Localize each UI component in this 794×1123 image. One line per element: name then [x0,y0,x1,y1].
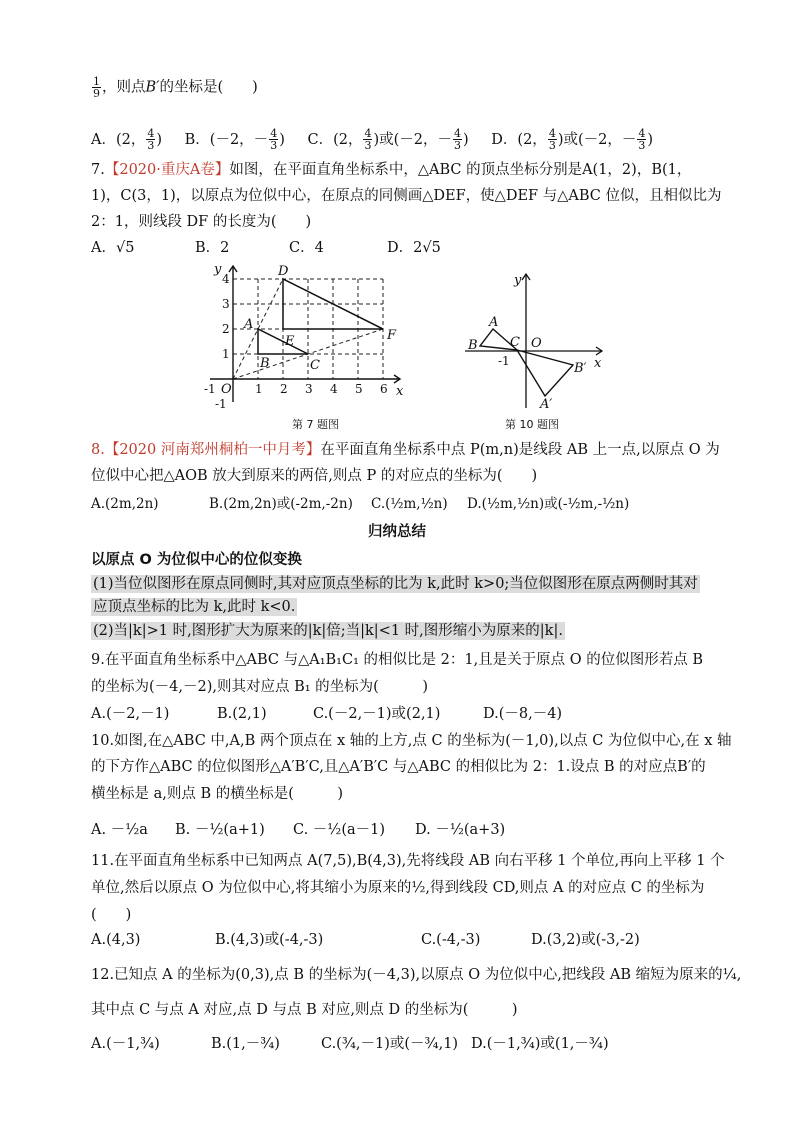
fig10-point-a: A [489,315,499,330]
fig7-point-e: E [285,334,295,349]
q10-option-a[interactable]: A. －½a [91,822,148,838]
fig7-tick-x-2: 2 [280,382,288,396]
q10-option-b[interactable]: B. －½(a+1) [175,822,265,838]
q11-option-b[interactable]: B.(4,3)或(-4,-3) [215,932,324,948]
q9-option-b[interactable]: B.(2,1) [217,706,267,722]
fig7-point-b: B [260,356,270,371]
fig7-tick-y-3: 3 [222,297,230,311]
q7-line1: 7.【2020·重庆A卷】如图，在平面直角坐标系中，△ABC 的顶点坐标分别是A(1，2)，B(1， [91,162,692,178]
q7-option-c[interactable]: C．4 [289,240,324,256]
q6-option-b[interactable]: B．(－2，－ $\frac{4}{3}$ ) [184,127,285,152]
fig7-caption: 第 7 题图 [292,418,339,431]
q8-option-a[interactable]: A.(2m,2n) [91,496,159,512]
q7-options [91,238,441,258]
q8-line1: 8.【2020 河南郑州桐柏一中月考】在平面直角坐标系中点 P(m,n)是线段 AB 上一点,以原点 O 为 [91,442,720,458]
q12-options [91,1034,609,1054]
q9-line1: 9.在平面直角坐标系中△ABC 与△A₁B₁C₁ 的相似比是 2：1,且是关于原点 O 的位似图形若点 B [91,652,704,668]
q8-option-d[interactable]: D.(½m,½n)或(-½m,-½n) [467,496,630,512]
q9-option-c[interactable]: C.(－2,－1)或(2,1) [313,706,441,722]
q8-options [91,494,629,514]
q7-source-tag: 【2020·重庆A卷】 [104,162,230,178]
q11-option-d[interactable]: D.(3,2)或(-3,-2) [531,932,640,948]
q11-options [91,930,640,950]
fig7-tick-y-neg1: -1 [215,397,227,411]
q9-option-d[interactable]: D.(－8,－4) [483,706,563,722]
q11-line2: 单位,然后以原点 O 为位似中心,将其缩小为原来的½,得到线段 CD,则点 A 的对应点 C 的坐标为 [91,880,705,896]
q11-line3: ( ) [91,907,132,923]
q7-option-b[interactable]: B．2 [195,240,230,256]
fig10-x-label: x [594,356,602,371]
fig7-tick-x-3: 3 [305,382,313,396]
summary-point-1a: (1)当位似图形在原点同侧时,其对应顶点坐标的比为 k,此时 k>0;当位似图形在原点两侧时其对 [93,576,698,592]
q6-continuation: $\frac{1}{9}$ ，则点B′的坐标是( ) [93,75,258,100]
fig7-point-c: C [310,358,320,373]
figure-7-coordinate-grid [200,262,410,412]
fig10-point-a-prime: A′ [540,397,553,412]
fig7-tick-x-6: 6 [380,382,388,396]
q6-option-c[interactable]: C．(2， $\frac{4}{3}$ )或(－2，－ $\frac{4}{3}$ ) [307,127,469,152]
q8-option-c[interactable]: C.(½m,½n) [371,496,448,512]
fig7-tick-x-neg1: -1 [204,382,216,396]
q9-line2: 的坐标为(－4,－2),则其对应点 B₁ 的坐标为( ) [91,679,428,695]
q12-option-c[interactable]: C.(¾,－1)或(－¾,1) [321,1036,459,1052]
fig7-tick-y-2: 2 [222,322,230,336]
q8-line2: 位似中心把△AOB 放大到原来的两倍,则点 P 的对应点的坐标为( ) [91,468,538,484]
q10-options [91,820,505,840]
summary-point-2: (2)当|k|>1 时,图形扩大为原来的|k|倍;当|k|<1 时,图形缩小为原来的|k|. [93,623,563,639]
summary-point-1b: 应顶点坐标的比为 k,此时 k<0. [93,599,296,615]
summary-title: 以原点 O 为位似中心的位似变换 [91,552,302,568]
q12-option-d[interactable]: D.(－1,¾)或(1,－¾) [471,1036,609,1052]
figure-10-diagram [460,268,610,413]
q12-line2: 其中点 C 与点 A 对应,点 D 与点 B 对应,则点 D 的坐标为( ) [91,1002,518,1018]
q7-option-a[interactable]: A．√5 [91,240,135,256]
q7-line3: 2：1，则线段 DF 的长度为( ) [91,214,312,230]
fig10-y-label: y [514,273,522,288]
fig10-point-c: C [510,335,520,350]
q9-option-a[interactable]: A.(－2,－1) [91,706,170,722]
fig10-tick-neg1: -1 [498,354,510,368]
q11-line1: 11.在平面直角坐标系中已知两点 A(7,5),B(4,3),先将线段 AB 向右平移 1 个单位,再向上平移 1 个 [91,853,725,869]
q11-option-c[interactable]: C.(-4,-3) [421,932,481,948]
q6-option-a[interactable]: A．(2， $\frac{4}{3}$ ) [91,127,163,152]
q9-options [91,704,562,724]
fig10-point-b: B [468,338,478,353]
q8-source-tag: 8.【2020 河南郑州桐柏一中月考】 [91,442,321,458]
q10-line3: 横坐标是 a,则点 B 的横坐标是( ) [91,786,344,802]
fig7-x-label: x [396,384,404,399]
fig7-point-a: A [244,317,254,332]
q7-line2: 1)，C(3，1)，以原点为位似中心，在原点的同侧画△DEF，使△DEF 与△ABC 位似，且相似比为 [91,188,722,204]
fig10-origin: O [531,336,542,351]
fig7-tick-x-1: 1 [255,382,263,396]
q12-line1: 12.已知点 A 的坐标为(0,3),点 B 的坐标为(－4,3),以原点 O 为位似中心,把线段 AB 缩短为原来的¼, [91,967,742,983]
q6-options [91,128,653,151]
fig7-point-f: F [387,328,397,343]
q12-option-b[interactable]: B.(1,－¾) [211,1036,280,1052]
fig7-point-d: D [278,264,289,279]
fig7-y-label: y [214,262,222,277]
fig7-tick-y-1: 1 [222,347,230,361]
fig7-tick-x-5: 5 [355,382,363,396]
q12-option-a[interactable]: A.(－1,¾) [91,1036,160,1052]
q10-option-d[interactable]: D. －½(a+3) [415,822,506,838]
fig7-tick-x-4: 4 [330,382,338,396]
q8-option-b[interactable]: B.(2m,2n)或(-2m,-2n) [209,496,353,512]
q11-option-a[interactable]: A.(4,3) [91,932,141,948]
q10-option-c[interactable]: C. －½(a－1) [293,822,386,838]
fraction-one-ninth: $\frac{1}{9}$ [93,75,100,100]
summary-heading: 归纳总结 [368,524,426,540]
q6-option-d[interactable]: D．(2， $\frac{4}{3}$ )或(－2，－ $\frac{4}{3}$ ) [491,127,654,152]
fig10-point-b-prime: B′ [574,361,587,376]
fig7-tick-y-4: 4 [222,272,230,286]
fig10-caption: 第 10 题图 [505,418,559,431]
q7-option-d[interactable]: D．2√5 [387,240,441,256]
fig7-origin: O [221,382,232,397]
fig7-triangles [258,279,383,354]
q10-line1: 10.如图,在△ABC 中,A,B 两个顶点在 x 轴的上方,点 C 的坐标为(－1,0),以点 C 为位似中心,在 x 轴 [91,733,732,749]
q10-line2: 的下方作△ABC 的位似图形△A′B′C,且△A′B′C 与△ABC 的相似比为 2：1.设点 B 的对应点B′的 [91,759,706,775]
